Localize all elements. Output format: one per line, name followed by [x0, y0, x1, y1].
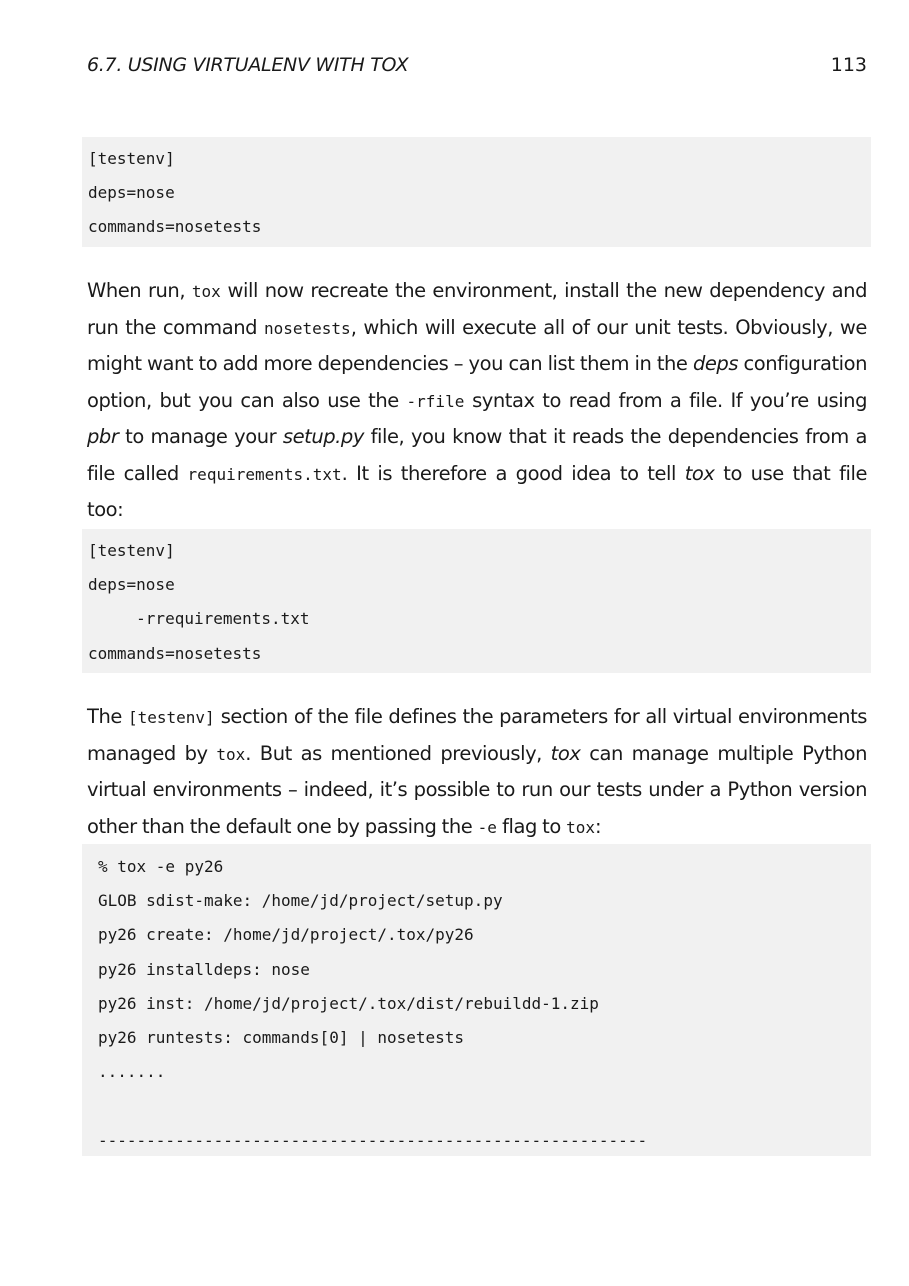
page-number: 113	[830, 54, 867, 76]
code-line: -rrequirements.txt	[88, 609, 310, 629]
text: other than the default one by passing the	[87, 814, 478, 838]
code-line: commands=nosetests	[88, 217, 262, 237]
inline-code: requirements.txt	[187, 464, 342, 484]
text: configuration	[738, 352, 868, 375]
code-line: ---------------------------------------------------------	[98, 1130, 648, 1150]
text: might want to add more dependencies – you can list them in the	[87, 352, 693, 375]
text-line	[87, 383, 867, 420]
page-header	[87, 54, 867, 82]
text: virtual environments – indeed, it’s possible to run our tests under a Python version	[87, 778, 867, 801]
text-line	[87, 310, 867, 347]
text-line	[87, 456, 867, 493]
emphasis: deps	[692, 352, 739, 375]
inline-code: -e	[477, 817, 497, 837]
inline-code: [testenv]	[127, 708, 215, 727]
paragraph-testenv-section	[87, 699, 867, 845]
text: section of the file defines the parameters for all virtual environments	[214, 705, 867, 728]
emphasis: pbr	[87, 425, 119, 448]
text-line	[87, 419, 867, 456]
text: run the command	[87, 315, 264, 339]
section-title: 6.7. USING VIRTUALENV WITH TOX	[87, 54, 409, 76]
inline-code: -rfile	[406, 391, 465, 411]
text: too:	[87, 498, 124, 521]
text: , which will execute all of our unit tests. Obviously, we	[350, 315, 867, 339]
text-line	[87, 772, 867, 809]
code-line: GLOB sdist-make: /home/jd/project/setup.py	[98, 891, 503, 911]
inline-code: nosetests	[263, 318, 351, 338]
text: When run,	[87, 279, 192, 302]
text: file called	[87, 461, 188, 485]
emphasis: setup.py	[282, 425, 364, 448]
code-line: commands=nosetests	[88, 643, 262, 663]
code-line: [testenv]	[88, 149, 175, 168]
emphasis: tox	[550, 741, 581, 765]
text-line	[87, 699, 867, 736]
inline-code: tox	[191, 282, 221, 301]
text-line	[87, 273, 867, 310]
code-block-tox-output	[82, 844, 871, 1156]
text: :	[594, 814, 602, 838]
text-line	[87, 809, 867, 846]
text-line	[87, 736, 867, 773]
text: option, but you can also use the	[87, 388, 407, 412]
code-line: py26 create: /home/jd/project/.tox/py26	[98, 925, 474, 945]
code-line: py26 runtests: commands[0] | nosetests	[98, 1027, 465, 1047]
inline-code: tox	[566, 817, 595, 837]
text-line	[87, 492, 867, 529]
text: to manage your	[118, 425, 283, 448]
code-line	[98, 1089, 871, 1123]
code-line: py26 inst: /home/jd/project/.tox/dist/rebuildd-1.zip	[98, 993, 599, 1013]
code-block-tox-ini	[82, 137, 871, 247]
text: The	[87, 705, 128, 728]
text: file, you know that it reads the dependencies from a	[363, 425, 867, 448]
code-line: .......	[98, 1062, 166, 1082]
paragraph-dependencies	[87, 273, 867, 529]
text: . It is therefore a good idea to tell	[341, 461, 685, 485]
text: flag to	[496, 814, 567, 838]
emphasis: tox	[684, 461, 715, 485]
code-line: % tox -e py26	[98, 857, 224, 876]
text-line	[87, 346, 867, 383]
inline-code: tox	[216, 744, 246, 764]
code-line: py26 installdeps: nose	[98, 959, 310, 979]
text: can manage multiple Python	[580, 741, 867, 765]
text: syntax to read from a file. If you’re using	[464, 388, 868, 412]
code-line: [testenv]	[88, 541, 175, 560]
text: . But as mentioned previously,	[245, 741, 551, 765]
text: managed by	[87, 741, 217, 765]
code-line: deps=nose	[88, 575, 175, 595]
text: will now recreate the environment, install the new dependency and	[220, 279, 868, 302]
code-line: deps=nose	[88, 183, 175, 203]
text: to use that file	[714, 461, 867, 485]
code-block-requirements	[82, 529, 871, 673]
